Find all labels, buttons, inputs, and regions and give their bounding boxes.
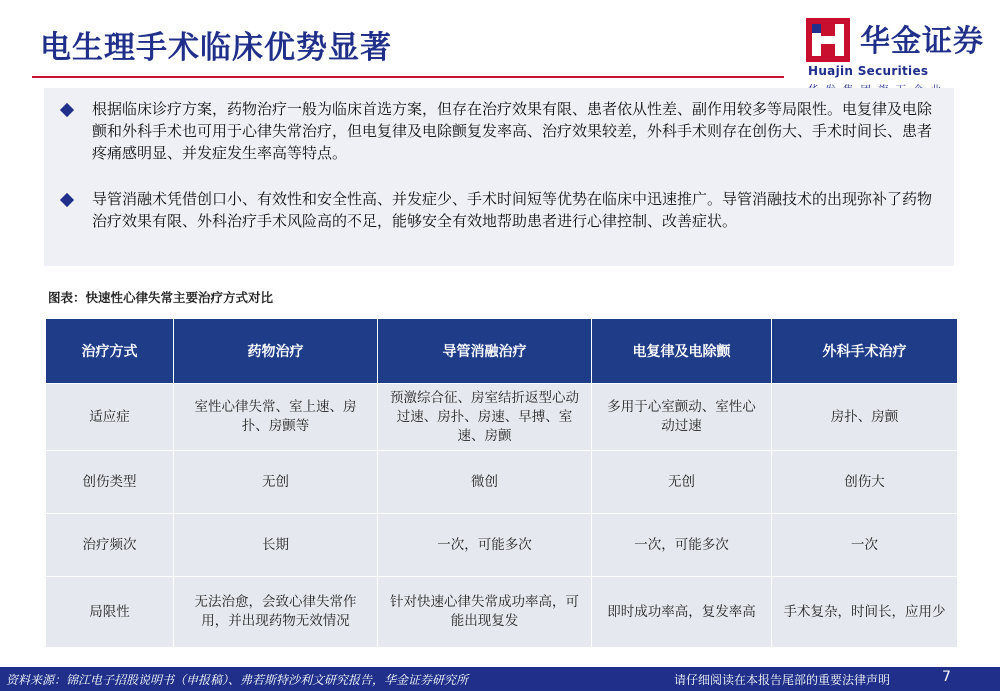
summary-bullet [62, 188, 940, 232]
header-cell: 外科手术治疗 [772, 319, 958, 384]
diamond-bullet-icon [60, 103, 74, 117]
header-cell: 药物治疗 [174, 319, 378, 384]
row-label: 局限性 [46, 577, 174, 648]
diamond-bullet-icon [60, 193, 74, 207]
table-cell: 一次 [772, 514, 958, 577]
page-title: 电生理手术临床优势显著 [40, 30, 392, 66]
summary-box [44, 88, 954, 266]
table-row [46, 514, 958, 577]
source-note: 资料来源：锦江电子招股说明书（申报稿）、弗若斯特沙利文研究报告，华金证券研究所 [6, 673, 469, 687]
summary-text: 根据临床诊疗方案，药物治疗一般为临床首选方案，但存在治疗效果有限、患者依从性差、副作用较多等局限性。电复律及电除颤和外科手术也可用于心律失常治疗，但电复律及电除颤复发率高、治疗效果较差，外科手术则存在创伤大、手术时间长、患者疼痛感明显、并发症发生率高等特点。 [92, 100, 933, 162]
table-cell: 无创 [174, 451, 378, 514]
header-cell: 治疗方式 [46, 319, 174, 384]
table-cell: 一次，可能多次 [592, 514, 772, 577]
table-cell: 房扑、房颤 [772, 384, 958, 451]
logo-name-cn: 华金证券 [860, 24, 984, 59]
table-cell: 室性心律失常、室上速、房扑、房颤等 [174, 384, 378, 451]
table-cell: 创伤大 [772, 451, 958, 514]
table-cell: 一次，可能多次 [378, 514, 592, 577]
title-divider [32, 76, 784, 78]
table-row [46, 451, 958, 514]
table-cell: 手术复杂，时间长，应用少 [772, 577, 958, 648]
table-cell: 针对快速心律失常成功率高，可能出现复发 [378, 577, 592, 648]
header-cell: 导管消融治疗 [378, 319, 592, 384]
logo-name-en: Huajin Securities [808, 64, 929, 78]
table-cell: 预激综合征、房室结折返型心动过速、房扑、房速、早搏、室速、房颤 [378, 384, 592, 451]
table-cell: 无法治愈，会致心律失常作用，并出现药物无效情况 [174, 577, 378, 648]
table-header-row [46, 319, 958, 384]
page-number: 7 [942, 669, 951, 685]
footer-bar [0, 667, 1000, 691]
table-cell: 微创 [378, 451, 592, 514]
table-row [46, 384, 958, 451]
comparison-table [45, 318, 958, 648]
summary-text: 导管消融术凭借创口小、有效性和安全性高、并发症少、手术时间短等优势在临床中迅速推广。导管消融技术的出现弥补了药物治疗效果有限、外科治疗手术风险高的不足，能够安全有效地帮助患者进行心律控制、改善症状。 [92, 190, 933, 230]
table-caption: 图表：快速性心律失常主要治疗方式对比 [48, 290, 274, 305]
table-row [46, 577, 958, 648]
legal-notice: 请仔细阅读在本报告尾部的重要法律声明 [674, 673, 891, 687]
table-cell: 无创 [592, 451, 772, 514]
row-label: 创伤类型 [46, 451, 174, 514]
table-cell: 多用于心室颤动、室性心动过速 [592, 384, 772, 451]
huajin-logo-icon [806, 18, 850, 62]
table-cell: 长期 [174, 514, 378, 577]
company-logo [806, 16, 986, 94]
row-label: 适应症 [46, 384, 174, 451]
summary-bullet [62, 98, 940, 164]
row-label: 治疗频次 [46, 514, 174, 577]
table-cell: 即时成功率高，复发率高 [592, 577, 772, 648]
header-cell: 电复律及电除颤 [592, 319, 772, 384]
